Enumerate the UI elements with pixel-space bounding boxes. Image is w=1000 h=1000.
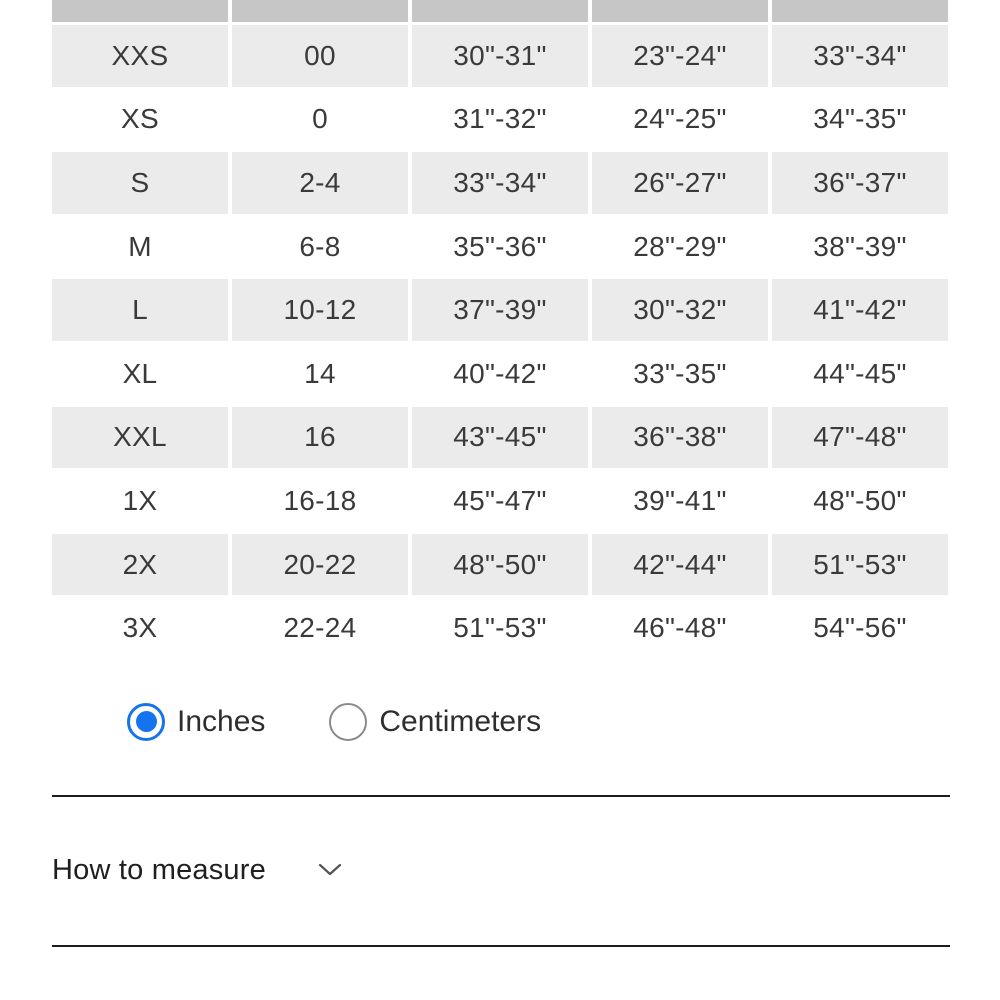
size-label-cell: XS [121, 103, 159, 135]
measurement-cell: 30"-32" [592, 278, 768, 342]
measurement-cell: 24"-25" [633, 103, 727, 135]
radio-option-inches[interactable] [127, 703, 265, 741]
measurement-cell: 28"-29" [633, 230, 727, 262]
chevron-down-icon[interactable] [318, 863, 342, 877]
measurement-cell: 35"-36" [453, 230, 547, 262]
size-label-cell: 2X [52, 533, 228, 597]
measurement-cell: 36"-37" [772, 151, 948, 215]
measurement-cell: 43"-45" [412, 406, 588, 470]
measurement-cell: 45"-47" [453, 484, 547, 516]
measurement-cell: 0 [312, 103, 328, 135]
measurement-cell: 20-22 [232, 533, 408, 597]
measurement-cell: 14 [304, 357, 336, 389]
measurement-cell: 38"-39" [813, 230, 907, 262]
table-row [52, 469, 948, 533]
measurement-cell: 44"-45" [813, 357, 907, 389]
size-chart-table [52, 0, 948, 660]
measurement-cell: 39"-41" [633, 484, 727, 516]
table-body [52, 24, 948, 660]
table-row [52, 278, 948, 342]
radio-label[interactable]: Centimeters [379, 704, 542, 738]
measurement-cell: 26"-27" [592, 151, 768, 215]
measurement-cell: 33"-35" [633, 357, 727, 389]
unit-radio-group [127, 700, 948, 744]
measurement-cell: 30"-31" [412, 24, 588, 88]
size-label-cell: XXL [52, 406, 228, 470]
measurement-cell: 22-24 [283, 612, 357, 644]
size-label-cell: 3X [122, 612, 158, 644]
radio-option-centimeters[interactable] [329, 703, 541, 741]
measurement-cell: 46"-48" [633, 612, 727, 644]
header-cell [592, 0, 768, 22]
measurement-cell: 37"-39" [412, 278, 588, 342]
measurement-cell: 36"-38" [592, 406, 768, 470]
table-row [52, 596, 948, 660]
measurement-cell: 41"-42" [772, 278, 948, 342]
size-label-cell: XL [122, 357, 158, 389]
size-label-cell: M [128, 230, 152, 262]
header-cell [772, 0, 948, 22]
radio-unselected-icon[interactable] [329, 703, 367, 741]
header-cell [412, 0, 588, 22]
measurement-cell: 54"-56" [813, 612, 907, 644]
measurement-cell: 23"-24" [592, 24, 768, 88]
measurement-cell: 31"-32" [453, 103, 547, 135]
measurement-cell: 51"-53" [772, 533, 948, 597]
measurement-cell: 33"-34" [412, 151, 588, 215]
measurement-cell: 47"-48" [772, 406, 948, 470]
measurement-cell: 42"-44" [592, 533, 768, 597]
size-label-cell: S [52, 151, 228, 215]
measurement-cell: 48"-50" [412, 533, 588, 597]
header-cell [52, 0, 228, 22]
radio-selected-icon[interactable] [127, 703, 165, 741]
measurement-cell: 34"-35" [813, 103, 907, 135]
measurement-cell: 48"-50" [813, 484, 907, 516]
size-label-cell: XXS [52, 24, 228, 88]
header-cell [232, 0, 408, 22]
table-row [52, 151, 948, 215]
measurement-cell: 10-12 [232, 278, 408, 342]
radio-label[interactable]: Inches [177, 704, 266, 738]
table-row [52, 533, 948, 597]
measurement-cell: 2-4 [232, 151, 408, 215]
table-row [52, 88, 948, 152]
measurement-cell: 00 [232, 24, 408, 88]
measurement-cell: 6-8 [299, 230, 341, 262]
size-label-cell: 1X [122, 484, 158, 516]
table-row [52, 24, 948, 88]
how-to-measure-accordion[interactable] [52, 797, 948, 945]
table-header-strip [52, 0, 948, 22]
measurement-cell: 33"-34" [772, 24, 948, 88]
measurement-cell: 16-18 [283, 484, 357, 516]
measurement-cell: 51"-53" [453, 612, 547, 644]
divider [52, 945, 950, 947]
measurement-cell: 40"-42" [453, 357, 547, 389]
how-to-measure-title: How to measure [52, 853, 266, 886]
size-label-cell: L [52, 278, 228, 342]
measurement-cell: 16 [232, 406, 408, 470]
table-row [52, 342, 948, 406]
table-row [52, 406, 948, 470]
table-row [52, 215, 948, 279]
